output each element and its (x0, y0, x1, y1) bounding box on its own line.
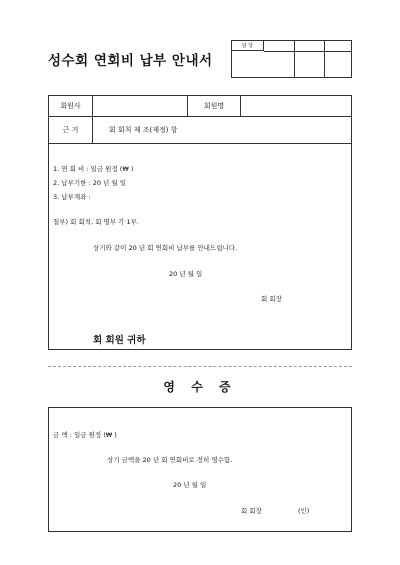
approval-label: 담 당 (232, 41, 264, 51)
approval-divider (324, 41, 325, 77)
member-name-field[interactable] (241, 96, 351, 116)
fee-line: 1. 연 회 비 : 일금 원정 (₩ ) (53, 165, 134, 173)
receipt-chairman: 회 회장 (241, 507, 262, 515)
basis-label: 근 거 (49, 116, 93, 143)
approval-box (231, 40, 352, 78)
account-line: 3. 납부계좌 : (53, 193, 91, 201)
receipt-amount-line: 금 액 : 일금 원정 (₩ ) (53, 431, 117, 439)
basis-row (49, 116, 351, 144)
receipt-form (48, 407, 352, 532)
notice-form (48, 95, 352, 350)
member-company-label: 회원사 (49, 96, 93, 116)
notice-title: 성수회 연회비 납부 안내서 (48, 53, 213, 69)
approval-divider (294, 41, 295, 77)
notice-body-text: 상기와 같이 20 년 회 연회비 납부를 안내드립니다. (93, 244, 238, 252)
receipt-date: 20 년 월 일 (173, 481, 207, 489)
member-company-field[interactable] (93, 96, 188, 116)
member-name-label: 회원명 (188, 96, 241, 116)
addressee: 회 회원 귀하 (93, 335, 146, 346)
member-row (49, 96, 351, 117)
receipt-title: 영 수 증 (163, 380, 237, 394)
basis-text: 회 회칙 제 조(재정) 항 (109, 125, 178, 134)
receipt-body-text: 상기 금액을 20 년 회 연회비로 정히 영수함. (107, 456, 233, 464)
approval-divider (264, 51, 351, 52)
notice-date: 20 년 월 일 (169, 270, 203, 278)
deadline-line: 2. 납부기한 : 20 년 월 일 (53, 179, 127, 187)
notice-chairman: 회 회장 (261, 295, 282, 303)
cut-line (48, 366, 352, 367)
receipt-seal: (인) (298, 507, 310, 515)
attachment-line: 첨부) 회 회칙, 회 명부 각 1부. (53, 218, 139, 226)
